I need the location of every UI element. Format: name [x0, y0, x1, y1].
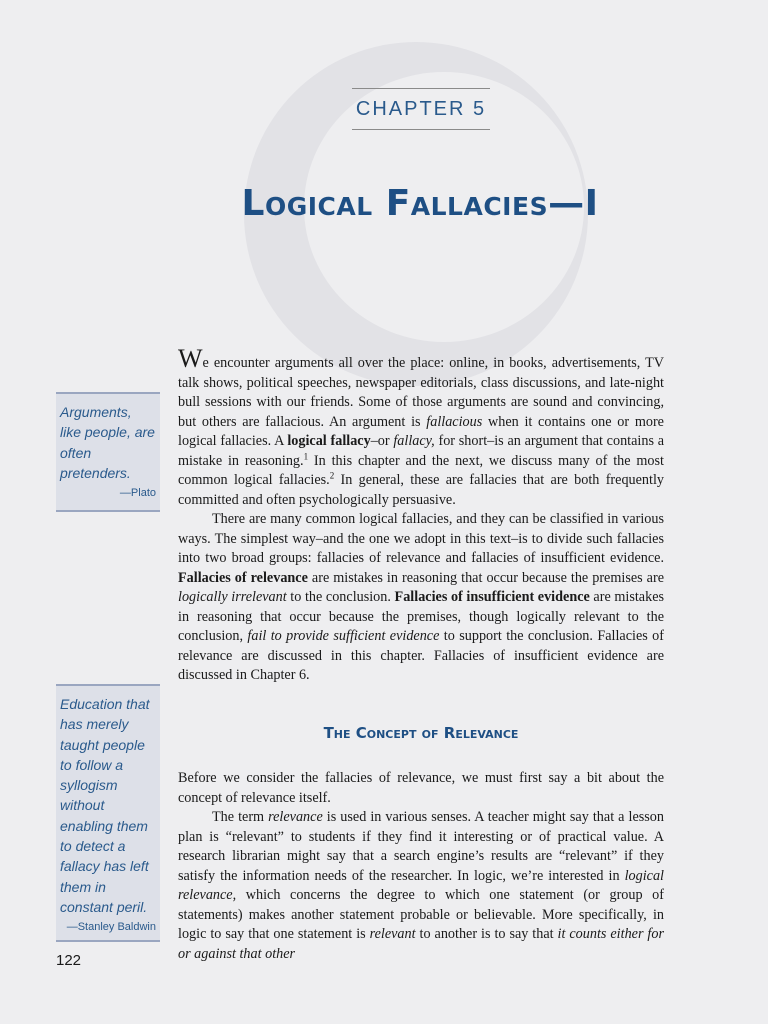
paragraph-classification: There are many common logical fallacies, and they can be classified in various ways. The simplest way–and the one we adopt in this text–is to divide such fallacies into two broad groups: fallacies of relevance and fallacies of insufficient evidence. Fallacies of relevance are mistakes in reasoning that occur because the premises are logically irrelevant to the conclusion. Fallacies of insufficient evidence are mistakes in reasoning that occur because the premises, though logically relevant to the conclusion, fail to provide sufficient evidence to support the conclusion. Fallacies of relevance are discussed in this chapter. Fallacies of insufficient evidence are discussed in Chapter 6. — [178, 511, 665, 683]
paragraph-relevance-intro: Before we consider the fallacies of relevance, we must first say a bit about the concept of relevance itself. — [178, 770, 664, 806]
page-number: 122 — [56, 952, 82, 969]
paragraph-intro: We encounter arguments all over the place: online, in books, advertisements, TV talk shows, political speeches, newspaper editorials, class discussions, and late-night bull sessions with our friends. Some of those arguments are sound and convincing, but others are fallacious. An argument is fallacious when it contains one or more logical fallacies. A logical fallacy–or fallacy, for short–is an argument that contains a mistake in reasoning.$^1$ In this chapter and the next, we discuss many of the most common logical fallacies.$^2$ In general, these are fallacies that are both frequently committed and often psychologically persuasive. — [178, 344, 665, 508]
footnote-ref[interactable]: 2 — [329, 470, 335, 481]
chapter-title: Logical Fallacies—I — [241, 183, 599, 224]
quote-attribution: —Stanley Baldwin — [66, 921, 156, 934]
body-text — [178, 344, 665, 964]
sidebar-quote-plato — [56, 392, 160, 512]
section-heading: The Concept of Relevance — [323, 723, 519, 742]
quote-attribution: —Plato — [119, 487, 156, 500]
chapter-label: CHAPTER 5 — [352, 88, 490, 130]
quote-text: Arguments, like people, are often pretenders. — [60, 404, 155, 481]
paragraph-relevance-term: The term relevance is used in various senses. A teacher might say that a lesson plan is “relevant” to students if they find it interesting or of practical value. A research librarian might say that a search engine’s results are “relevant” if they satisfy the information needs of the researcher. In logic, we’re interested in logical relevance, which concerns the degree to which one statement (or group of statements) makes another statement probable or believable. More specifically, in logic to say that one statement is relevant to another is to say that it counts either for or against that other — [178, 809, 664, 962]
sidebar-quote-baldwin — [56, 684, 160, 942]
footnote-ref[interactable]: 1 — [303, 450, 309, 461]
quote-text: Education that has merely taught people to follow a syllogism without enabling them to detect a fallacy has left them in constant peril. — [60, 696, 150, 915]
